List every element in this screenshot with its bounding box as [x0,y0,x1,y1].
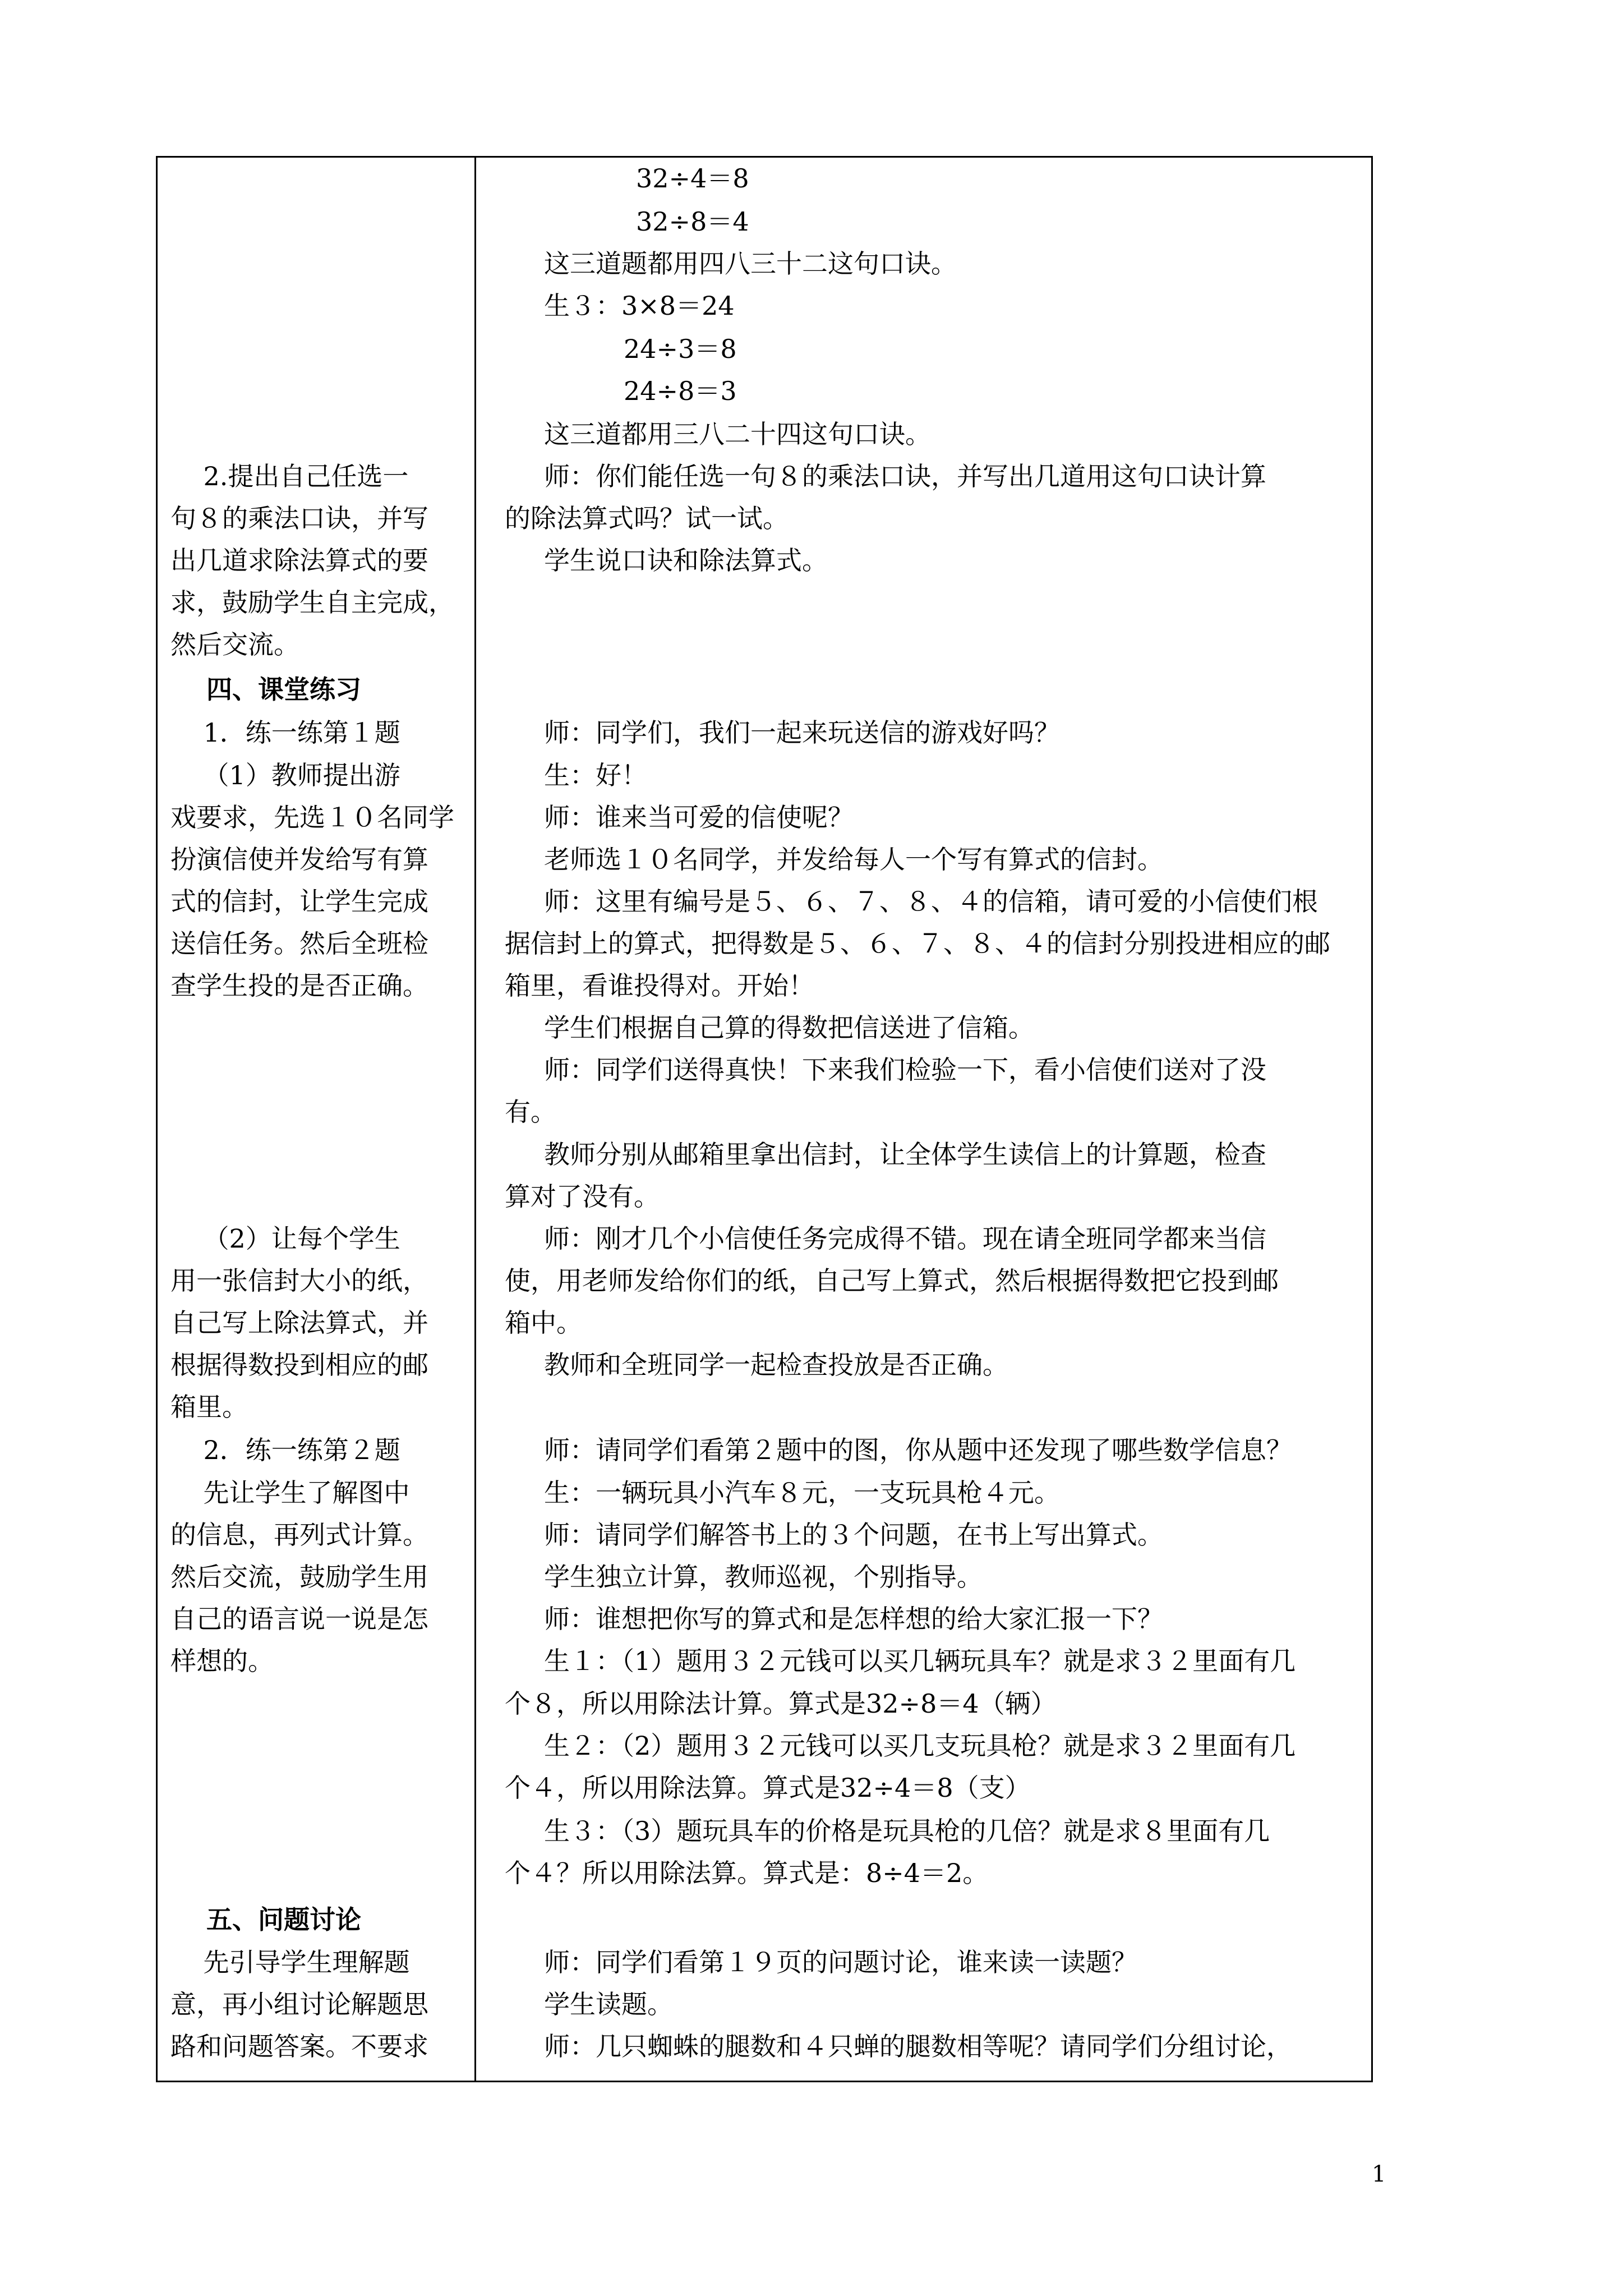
left-text-line: 先让学生了解图中 [170,1478,410,1508]
right-text-line: 个４？所以用除法算。算式是：8÷4＝2。 [505,1858,989,1888]
left-text-line: 自己的语言说一说是怎 [170,1604,428,1634]
right-text-line: 生２：（2）题用３２元钱可以买几支玩具枪？就是求３２里面有几 [544,1731,1296,1761]
right-text-line: 师：几只蜘蛛的腿数和４只蝉的腿数相等呢？请同学们分组讨论， [544,2031,1292,2062]
left-text-line: 的信息，再列式计算。 [170,1520,428,1550]
right-text-line: 师：同学们送得真快！下来我们检验一下，看小信使们送对了没 [544,1055,1266,1085]
right-text-line: 箱里，看谁投得对。开始！ [505,970,814,1001]
left-text-line: 意，再小组讨论解题思 [170,1989,428,2019]
left-text-line: 然后交流。 [170,629,299,660]
left-text-line: 戏要求，先选１０名同学 [170,802,454,832]
right-text-line: 师：同学们，我们一起来玩送信的游戏好吗？ [544,717,1060,748]
right-text-line: 学生说口诀和除法算式。 [544,545,828,576]
right-text-line: 个４，所以用除法算。算式是32÷4＝8（支） [505,1773,1031,1803]
left-text-line: 出几道求除法算式的要 [170,545,428,576]
right-text-line: 生３：（3）题玩具车的价格是玩具枪的几倍？就是求８里面有几 [544,1816,1270,1846]
right-text-line: 学生读题。 [544,1989,673,2019]
left-text-line: 送信任务。然后全班检 [170,928,428,959]
right-text-line: 学生独立计算，教师巡视，个别指导。 [544,1562,983,1592]
right-text-line: 老师选１０名同学，并发给每人一个写有算式的信封。 [544,844,1163,875]
left-text-line: 2.提出自己任选一 [170,461,409,491]
right-text-line: 生：好！ [544,760,647,790]
right-text-line: 教师和全班同学一起检查投放是否正确。 [544,1350,1008,1380]
right-text-line: 生１：（1）题用３２元钱可以买几辆玩具车？就是求３２里面有几 [544,1646,1296,1676]
left-text-line: 查学生投的是否正确。 [170,970,428,1001]
section-heading: 四、课堂练习 [170,674,362,705]
right-text-line: 使，用老师发给你们的纸，自己写上算式，然后根据得数把它投到邮 [505,1266,1279,1296]
right-text-line: 箱中。 [505,1308,582,1338]
right-text-line: 算对了没有。 [505,1181,660,1212]
right-text-line: 32÷8＝4 [636,206,749,237]
right-text-line: 这三道题都用四八三十二这句口诀。 [544,249,957,279]
right-text-line: 师：请同学们看第２题中的图，你从题中还发现了哪些数学信息？ [544,1435,1292,1465]
right-text-line: 这三道都用三八二十四这句口诀。 [544,419,931,449]
left-text-line: 求，鼓励学生自主完成， [170,587,454,618]
right-text-line: 师：请同学们解答书上的３个问题，在书上写出算式。 [544,1520,1163,1550]
left-text-line: 扮演信使并发给写有算 [170,844,428,875]
section-heading: 五、问题讨论 [170,1904,362,1935]
right-text-line: 个８，所以用除法计算。算式是32÷8＝4（辆） [505,1688,1057,1719]
left-text-line: 然后交流，鼓励学生用 [170,1562,428,1592]
right-text-line: 24÷8＝3 [624,376,737,406]
right-text-line: 师：谁来当可爱的信使呢？ [544,802,854,832]
right-text-line: 师：同学们看第１９页的问题讨论，谁来读一读题？ [544,1947,1137,1977]
right-text-line: 32÷4＝8 [636,163,749,194]
left-text-line: 1．练一练第１题 [170,717,400,748]
left-text-line: 自己写上除法算式，并 [170,1308,428,1338]
left-text-line: 样想的。 [170,1646,274,1676]
left-text-line: 路和问题答案。不要求 [170,2031,428,2062]
left-text-line: （2）让每个学生 [170,1223,400,1254]
right-text-line: 师：谁想把你写的算式和是怎样想的给大家汇报一下？ [544,1604,1163,1634]
right-text-line: 师：你们能任选一句８的乘法口诀，并写出几道用这句口诀计算 [544,461,1266,491]
left-text-line: 根据得数投到相应的邮 [170,1350,428,1380]
left-text-line: （1）教师提出游 [170,760,400,790]
column-divider [474,156,476,2082]
right-text-line: 有。 [505,1097,556,1127]
right-text-line: 据信封上的算式，把得数是５、６、７、８、４的信封分别投进相应的邮 [505,928,1330,959]
right-text-line: 生３：3×8＝24 [544,291,735,321]
right-text-line: 学生们根据自己算的得数把信送进了信箱。 [544,1013,1034,1043]
page-number: 1 [1372,2161,1386,2187]
right-text-line: 师：这里有编号是５、６、７、８、４的信箱，请可爱的小信使们根 [544,886,1318,917]
left-text-line: 箱里。 [170,1392,248,1422]
left-text-line: 先引导学生理解题 [170,1947,410,1977]
right-text-line: 教师分别从邮箱里拿出信封，让全体学生读信上的计算题，检查 [544,1139,1266,1170]
right-text-line: 生：一辆玩具小汽车８元，一支玩具枪４元。 [544,1478,1060,1508]
right-text-line: 的除法算式吗？试一试。 [505,503,789,533]
left-text-line: 用一张信封大小的纸， [170,1266,428,1296]
right-text-line: 师：刚才几个小信使任务完成得不错。现在请全班同学都来当信 [544,1223,1266,1254]
left-text-line: 2．练一练第２题 [170,1435,400,1465]
right-text-line: 24÷3＝8 [624,334,737,364]
left-text-line: 式的信封，让学生完成 [170,886,428,917]
left-text-line: 句８的乘法口诀，并写 [170,503,428,533]
